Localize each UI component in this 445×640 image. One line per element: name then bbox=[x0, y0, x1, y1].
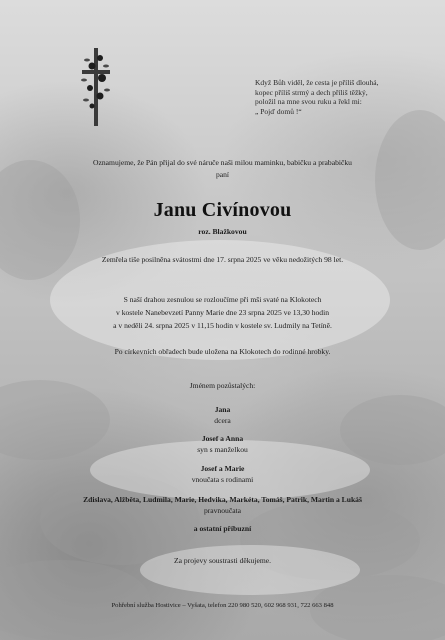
poem-line: položil na mne svou ruku a řekl mi: bbox=[255, 97, 362, 107]
survivor-relation: dcera bbox=[214, 416, 231, 425]
poem-line: kopec příliš strmý a dech příliš těžký, bbox=[255, 87, 368, 97]
farewell-line: S naší drahou zesnulou se rozloučíme při mši svaté na Klokotech bbox=[123, 295, 322, 304]
survivor-relation: vnoučata s rodinami bbox=[191, 475, 254, 484]
poem bbox=[255, 78, 425, 116]
thanks-line: Za projevy soustrasti děkujeme. bbox=[173, 556, 271, 565]
deceased-name: Janu Civínovou bbox=[153, 199, 292, 221]
death-notice: Zemřela tiše posilněna svátostmi dne 17. srpna 2025 ve věku nedožitých 98 let. bbox=[101, 255, 344, 264]
farewell-line: a v neděli 24. srpna 2025 v 11,15 hodin v kostele sv. Ludmily na Tetíně. bbox=[113, 321, 332, 330]
poem-line: „ Pojď domů !“ bbox=[255, 106, 302, 116]
farewell-line: v kostele Nanebevzetí Panny Marie dne 23 srpna 2025 ve 13,30 hodin bbox=[116, 308, 329, 317]
survivor-name: Josef a Marie bbox=[200, 464, 245, 473]
other-relatives: a ostatní příbuzní bbox=[193, 524, 252, 533]
survivor-name: Jana bbox=[214, 405, 231, 414]
survivor-relation: pravnoučata bbox=[203, 506, 242, 515]
survivor-relation: syn s manželkou bbox=[197, 445, 248, 454]
survivors-heading: Jménem pozůstalých: bbox=[189, 381, 256, 390]
funeral-service-footer: Pohřební služba Hostivice – Vyšata, telefon 220 980 520, 602 968 931, 722 663 848 bbox=[111, 602, 334, 609]
survivor-name: Zdislava, Alžběta, Ludmila, Marie, Hedvika, Markéta, Tomáš, Patrik, Martin a Lukáš bbox=[83, 495, 362, 504]
burial-notice: Po církevních obřadech bude uložena na Klokotech do rodinné hrobky. bbox=[114, 347, 331, 356]
cross-with-roses-icon bbox=[78, 44, 114, 128]
intro-line: Oznamujeme, že Pán přijal do své náruče naši milou maminku, babičku a prababičku bbox=[93, 158, 352, 167]
intro-word: paní bbox=[215, 170, 230, 179]
maiden-name: roz. Blažkovou bbox=[198, 227, 247, 236]
poem-line: Když Bůh viděl, že cesta je příliš dlouhá, bbox=[255, 78, 379, 87]
survivor-name: Josef a Anna bbox=[201, 434, 244, 443]
